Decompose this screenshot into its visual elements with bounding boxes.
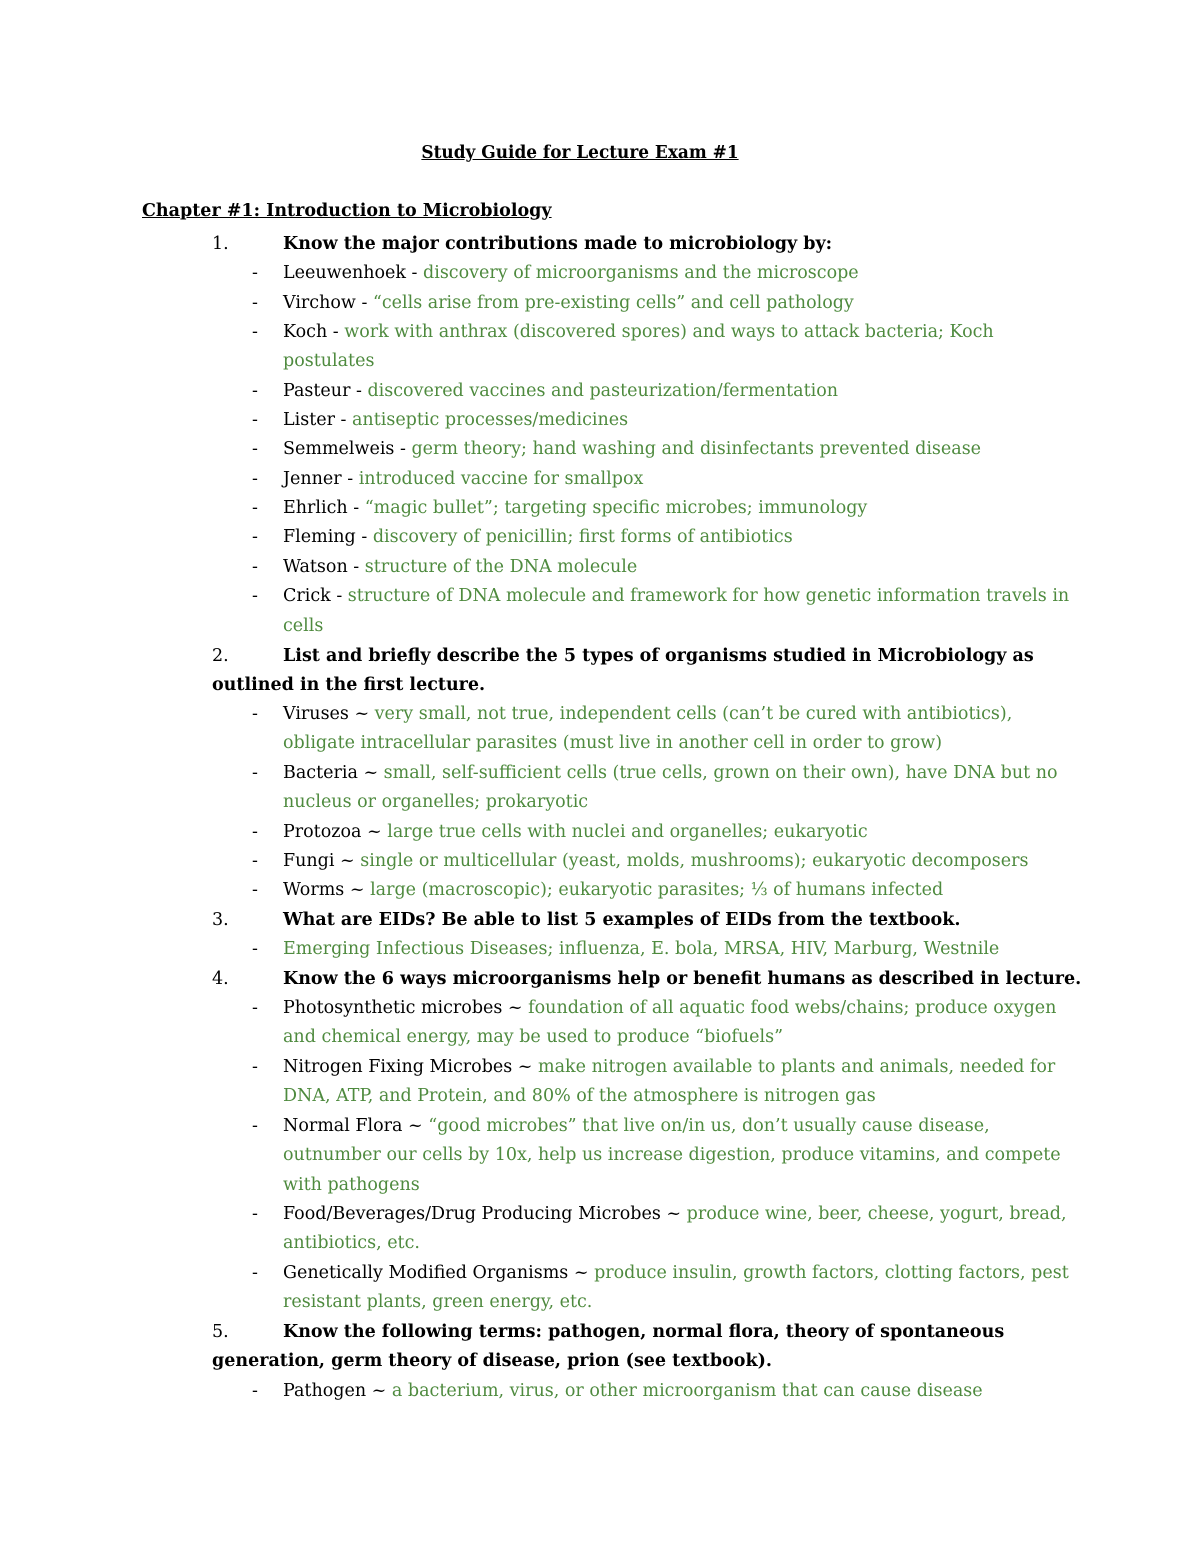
bullet-dash: -	[252, 410, 258, 430]
bullet-dash: -	[252, 822, 258, 842]
question-text-continuation: outlined in the first lecture.	[212, 675, 486, 695]
list-item: Normal Flora ~ “good microbes” that live on/in us, don’t usually cause disease,	[283, 1116, 990, 1136]
list-item: Watson - structure of the DNA molecule	[283, 557, 638, 577]
list-item: Pasteur - discovered vaccines and pasteurization/fermentation	[283, 381, 839, 401]
list-item-continuation: obligate intracellular parasites (must live in another cell in order to grow)	[283, 733, 943, 753]
bullet-dash: -	[252, 1116, 258, 1136]
question-number: 4.	[212, 969, 229, 989]
bullet-dash: -	[252, 1204, 258, 1224]
list-item: Lister - antiseptic processes/medicines	[283, 410, 629, 430]
list-item: Photosynthetic microbes ~ foundation of all aquatic food webs/chains; produce oxygen	[283, 998, 1057, 1018]
bullet-dash: -	[252, 1381, 258, 1401]
bullet-dash: -	[252, 880, 258, 900]
chapter-heading: Chapter #1: Introduction to Microbiology	[142, 201, 552, 221]
question-number: 1.	[212, 234, 229, 254]
list-item: Nitrogen Fixing Microbes ~ make nitrogen available to plants and animals, needed for	[283, 1057, 1056, 1077]
bullet-dash: -	[252, 263, 258, 283]
bullet-dash: -	[252, 527, 258, 547]
bullet-dash: -	[252, 998, 258, 1018]
list-item: Fungi ~ single or multicellular (yeast, molds, mushrooms); eukaryotic decomposers	[283, 851, 1029, 871]
list-item: Leeuwenhoek - discovery of microorganisms and the microscope	[283, 263, 859, 283]
list-item: Jenner - introduced vaccine for smallpox	[283, 469, 644, 489]
list-item: Protozoa ~ large true cells with nuclei and organelles; eukaryotic	[283, 822, 868, 842]
list-item: Genetically Modified Organisms ~ produce insulin, growth factors, clotting factors, pest	[283, 1263, 1069, 1283]
question-text: Know the following terms: pathogen, normal flora, theory of spontaneous	[283, 1322, 1005, 1342]
bullet-dash: -	[252, 763, 258, 783]
list-item: Crick - structure of DNA molecule and framework for how genetic information travels in	[283, 586, 1070, 606]
bullet-dash: -	[252, 586, 258, 606]
list-item-continuation: postulates	[283, 351, 375, 371]
list-item: Pathogen ~ a bacterium, virus, or other microorganism that can cause disease	[283, 1381, 983, 1401]
list-item-continuation: resistant plants, green energy, etc.	[283, 1292, 593, 1312]
list-item-continuation: cells	[283, 616, 324, 636]
list-item: Virchow - “cells arise from pre-existing cells” and cell pathology	[283, 293, 854, 313]
question-text-continuation: generation, germ theory of disease, prion (see textbook).	[212, 1351, 772, 1371]
list-item: Viruses ~ very small, not true, independent cells (can’t be cured with antibiotics),	[283, 704, 1013, 724]
list-item: Ehrlich - “magic bullet”; targeting specific microbes; immunology	[283, 498, 868, 518]
list-item-continuation: with pathogens	[283, 1175, 420, 1195]
list-item-continuation: nucleus or organelles; prokaryotic	[283, 792, 589, 812]
list-item: Food/Beverages/Drug Producing Microbes ~ produce wine, beer, cheese, yogurt, bread,	[283, 1204, 1067, 1224]
bullet-dash: -	[252, 469, 258, 489]
bullet-dash: -	[252, 704, 258, 724]
question-text: Know the major contributions made to microbiology by:	[283, 234, 833, 254]
list-item: Semmelweis - germ theory; hand washing and disinfectants prevented disease	[283, 439, 982, 459]
bullet-dash: -	[252, 851, 258, 871]
list-item-continuation: and chemical energy, may be used to produce “biofuels”	[283, 1027, 784, 1047]
bullet-dash: -	[252, 293, 258, 313]
bullet-dash: -	[252, 322, 258, 342]
list-item: Fleming - discovery of penicillin; first forms of antibiotics	[283, 527, 793, 547]
bullet-dash: -	[252, 439, 258, 459]
bullet-dash: -	[252, 557, 258, 577]
question-text: What are EIDs? Be able to list 5 examples of EIDs from the textbook.	[283, 910, 961, 930]
question-number: 3.	[212, 910, 229, 930]
bullet-dash: -	[252, 498, 258, 518]
bullet-dash: -	[252, 939, 258, 959]
list-item-continuation: antibiotics, etc.	[283, 1233, 420, 1253]
question-number: 5.	[212, 1322, 229, 1342]
document-title: Study Guide for Lecture Exam #1	[421, 143, 739, 163]
list-item-continuation: DNA, ATP, and Protein, and 80% of the atmosphere is nitrogen gas	[283, 1086, 876, 1106]
question-text: Know the 6 ways microorganisms help or benefit humans as described in lecture.	[283, 969, 1082, 989]
bullet-dash: -	[252, 381, 258, 401]
question-number: 2.	[212, 646, 229, 666]
question-text: List and briefly describe the 5 types of organisms studied in Microbiology as	[283, 646, 1034, 666]
bullet-dash: -	[252, 1263, 258, 1283]
list-item: Bacteria ~ small, self-sufficient cells (true cells, grown on their own), have DNA but no	[283, 763, 1058, 783]
bullet-dash: -	[252, 1057, 258, 1077]
list-item: Koch - work with anthrax (discovered spores) and ways to attack bacteria; Koch	[283, 322, 994, 342]
list-item-continuation: outnumber our cells by 10x, help us increase digestion, produce vitamins, and compete	[283, 1145, 1061, 1165]
list-item: Worms ~ large (macroscopic); eukaryotic parasites; ⅓ of humans infected	[283, 880, 944, 900]
list-item: Emerging Infectious Diseases; influenza, E. bola, MRSA, HIV, Marburg, Westnile	[283, 939, 1000, 959]
